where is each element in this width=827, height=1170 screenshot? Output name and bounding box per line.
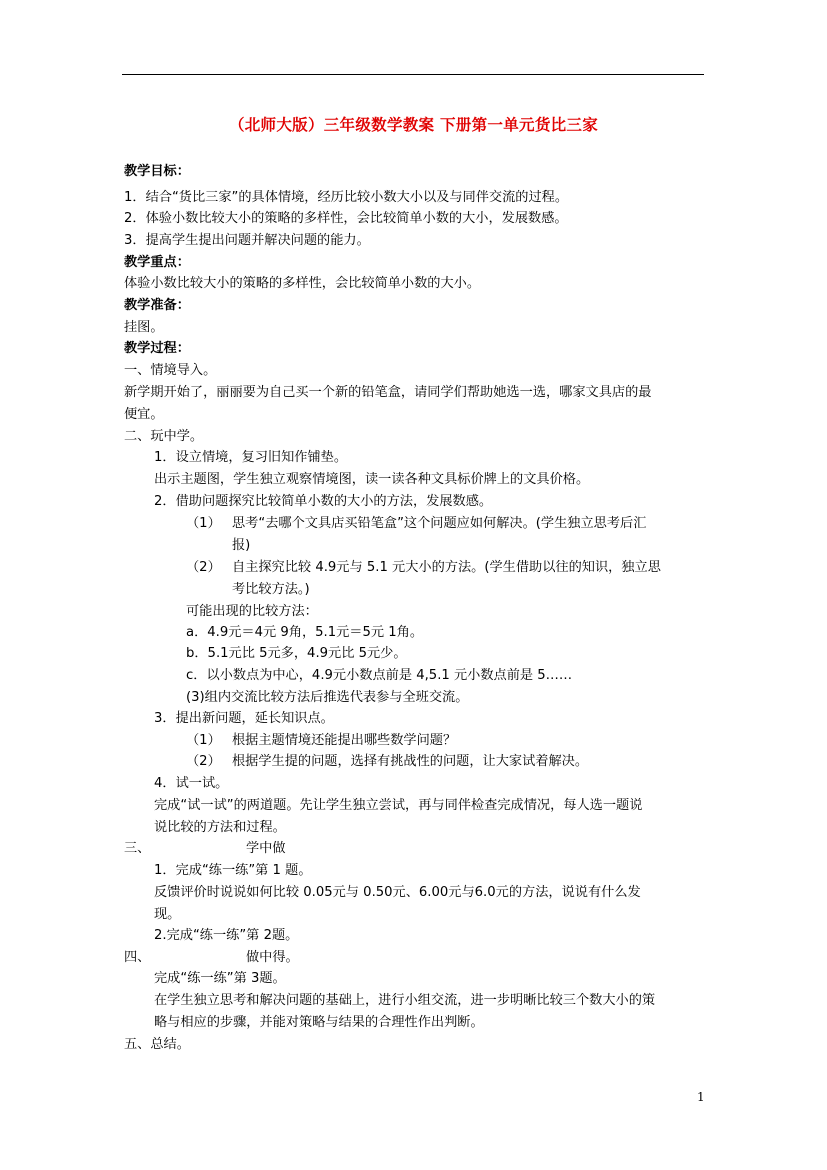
header-rule xyxy=(122,74,704,75)
goal-item-3: 3．提高学生提出问题并解决问题的能力。 xyxy=(124,233,370,248)
part-3-title: 学中做 xyxy=(246,841,286,856)
step-1-heading: 1．设立情境，复习旧知作铺垫。 xyxy=(154,450,348,465)
step-2-item-1-number: （1） xyxy=(186,516,221,531)
document-title: （北师大版）三年级数学教案 下册第一单元货比三家 xyxy=(228,116,599,134)
part-3-item-1-text-line-2: 现。 xyxy=(154,907,181,922)
preparation-heading: 教学准备： xyxy=(124,298,190,313)
method-c: c．以小数点为中心，4.9元小数点前是 4,5.1 元小数点前是 5…… xyxy=(186,668,573,683)
process-heading: 教学过程： xyxy=(124,341,190,356)
step-4-text-line-2: 说比较的方法和过程。 xyxy=(154,820,286,835)
goal-item-1: 1．结合“货比三家”的具体情境，经历比较小数大小以及与同伴交流的过程。 xyxy=(124,190,569,205)
step-2-item-2-line-1: 自主探究比较 4.9元与 5.1 元大小的方法。(学生借助以往的知识，独立思 xyxy=(232,560,661,575)
part-4-number: 四、 xyxy=(124,950,151,965)
key-point-text: 体验小数比较大小的策略的多样性，会比较简单小数的大小。 xyxy=(124,276,481,291)
part-4-text-2-line-1: 在学生独立思考和解决问题的基础上，进行小组交流，进一步明晰比较三个数大小的策 xyxy=(154,993,656,1008)
goal-item-2: 2．体验小数比较大小的策略的多样性，会比较简单小数的大小，发展数感。 xyxy=(124,211,568,226)
methods-label: 可能出现的比较方法： xyxy=(186,604,318,619)
part-3-item-2: 2.完成“练一练”第 2题。 xyxy=(154,928,299,943)
part-3-item-1: 1．完成“练一练”第 1 题。 xyxy=(154,863,312,878)
step-2-item-1-line-1: 思考“去哪个文具店买铅笔盒”这个问题应如何解决。(学生独立思考后汇 xyxy=(232,516,647,531)
part-2-heading: 二、玩中学。 xyxy=(124,429,204,444)
teaching-goals-heading: 教学目标： xyxy=(124,164,190,179)
preparation-text: 挂图。 xyxy=(124,320,164,335)
part-1-text-line-2: 便宜。 xyxy=(124,407,164,422)
step-3-item-1-number: （1） xyxy=(186,733,221,748)
part-4-text: 完成“练一练”第 3题。 xyxy=(154,971,286,986)
step-3-item-2-number: （2） xyxy=(186,754,221,769)
step-4-text-line-1: 完成“试一试”的两道题。先让学生独立尝试，再与同伴检查完成情况，每人选一题说 xyxy=(154,798,643,813)
step-3-heading: 3．提出新问题，延长知识点。 xyxy=(154,711,334,726)
step-2-item-3: (3)组内交流比较方法后推选代表参与全班交流。 xyxy=(186,690,469,705)
part-3-number: 三、 xyxy=(124,841,151,856)
part-1-text-line-1: 新学期开始了，丽丽要为自己买一个新的铅笔盒，请同学们帮助她选一选，哪家文具店的最 xyxy=(124,385,652,400)
step-4-heading: 4．试一试。 xyxy=(154,776,229,791)
method-a: a．4.9元＝4元 9角，5.1元＝5元 1角。 xyxy=(186,625,424,640)
step-1-text: 出示主题图，学生独立观察情境图，读一读各种文具标价牌上的文具价格。 xyxy=(154,472,590,487)
part-1-heading: 一、情境导入。 xyxy=(124,363,217,378)
part-3-item-1-text-line-1: 反馈评价时说说如何比较 0.05元与 0.50元、6.00元与6.0元的方法，说说有什么发 xyxy=(154,885,641,900)
step-2-item-2-line-2: 考比较方法。) xyxy=(232,582,310,597)
part-4-title: 做中得。 xyxy=(246,950,299,965)
step-2-item-1-line-2: 报) xyxy=(232,538,251,553)
step-3-item-2: 根据学生提的问题，选择有挑战性的问题，让大家试着解决。 xyxy=(232,754,589,769)
part-5-heading: 五、总结。 xyxy=(124,1037,190,1052)
key-point-heading: 教学重点： xyxy=(124,255,190,270)
step-3-item-1: 根据主题情境还能提出哪些数学问题？ xyxy=(232,733,457,748)
method-b: b．5.1元比 5元多，4.9元比 5元少。 xyxy=(186,646,407,661)
step-2-heading: 2．借助问题探究比较简单小数的大小的方法，发展数感。 xyxy=(154,494,493,509)
step-2-item-2-number: （2） xyxy=(186,560,221,575)
part-4-text-2-line-2: 略与相应的步骤，并能对策略与结果的合理性作出判断。 xyxy=(154,1015,484,1030)
page-number: 1 xyxy=(697,1090,705,1104)
